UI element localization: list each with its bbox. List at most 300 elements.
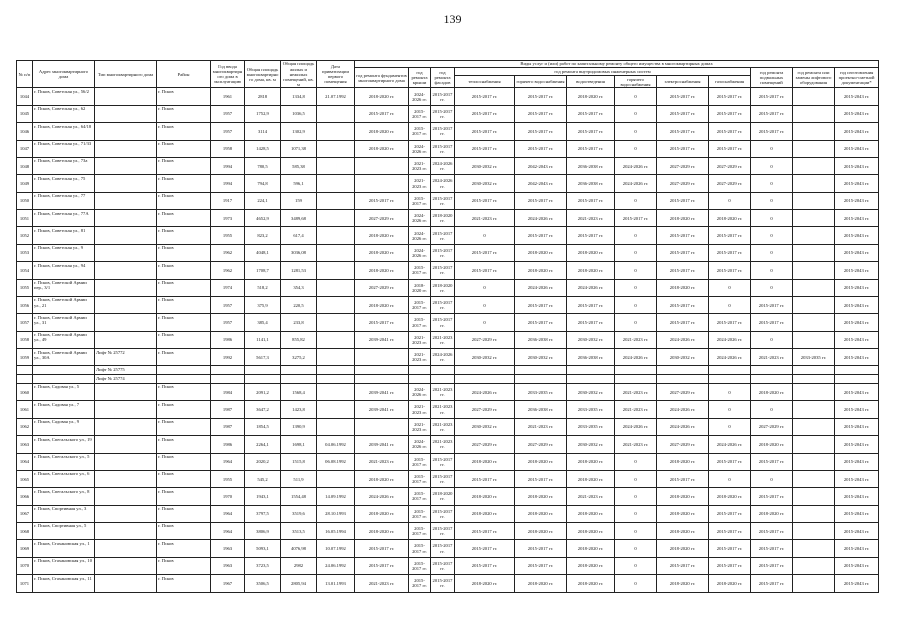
empty-cell (245, 366, 281, 375)
foundation-cell: 2018-2020 гг. (355, 123, 409, 140)
row-number: 1052 (17, 227, 33, 244)
table-row (17, 557, 879, 574)
type-cell (95, 575, 157, 592)
header-heating: теплоснабжения (455, 76, 515, 88)
empty-cell (157, 366, 211, 375)
pdr-cell: 2015-2043 гг. (835, 418, 879, 435)
foundation-cell: 2018-2020 гг. (355, 505, 409, 522)
year-built-cell: 1964 (211, 505, 245, 522)
header-address: Адрес многоквартирного дома (33, 61, 95, 88)
pdr-cell: 2015-2043 гг. (835, 296, 879, 313)
residential-area-cell: 159 (281, 192, 317, 209)
empty-cell (709, 375, 751, 384)
lifts-cell (793, 401, 835, 418)
foundation-cell: 2018-2020 гг. (355, 262, 409, 279)
hot-water-cell: 2015-2017 гг. (515, 296, 567, 313)
district-cell: г. Псков (157, 488, 211, 505)
heating-cell: 2015-2017 гг. (455, 88, 515, 105)
gas-cell: 2015-2017 гг. (709, 523, 751, 540)
heating-cell: 2015-2017 гг. (455, 557, 515, 574)
residential-area-cell: 1554,48 (281, 488, 317, 505)
address-cell: г. Псков, Советская ул., 75 (33, 175, 95, 192)
hot-water-cell: 2015-2017 гг. (515, 105, 567, 122)
roof-cell: 2015-2017 гг. (409, 123, 431, 140)
basement-cell: 2015-2017 гг. (751, 314, 793, 331)
district-cell: г. Псков (157, 575, 211, 592)
row-number: 1050 (17, 192, 33, 209)
district-cell: г. Псков (157, 470, 211, 487)
basement-cell: 0 (751, 140, 793, 157)
privatization-date-cell: 21.07.1992 (317, 88, 355, 105)
type-cell (95, 88, 157, 105)
pdr-cell: 2015-2043 гг. (835, 279, 879, 296)
cold-water-cell: 2015-2017 гг. (567, 227, 615, 244)
pdr-cell: 2015-2043 гг. (835, 505, 879, 522)
heating-cell: 2018-2020 гг. (455, 575, 515, 592)
gas-cell: 2024-2026 гг. (709, 436, 751, 453)
address-cell: г. Псков, Спегальского ул., 5 (33, 453, 95, 470)
foundation-cell: 2027-2029 гг. (355, 279, 409, 296)
power-cell: 2027-2029 гг. (657, 175, 709, 192)
lifts-cell (793, 384, 835, 401)
cold-water-cell: 2030-2032 гг. (567, 331, 615, 348)
foundation-cell: 2027-2029 гг. (355, 210, 409, 227)
privatization-date-cell (317, 157, 355, 174)
pdr-cell: 2015-2043 гг. (835, 453, 879, 470)
year-built-cell: 1973 (211, 210, 245, 227)
residential-area-cell: 2805,94 (281, 575, 317, 592)
residential-area-cell: 1423,8 (281, 401, 317, 418)
type-cell (95, 123, 157, 140)
heating-cell: 0 (455, 314, 515, 331)
address-cell: г. Псков, Советская ул., 9 (33, 244, 95, 261)
foundation-cell: 2021-2023 гг. (355, 575, 409, 592)
year-built-cell: 1987 (211, 401, 245, 418)
empty-cell (431, 375, 455, 384)
total-area-cell: 780,5 (245, 157, 281, 174)
header-roof: год ремонта крыши (409, 67, 431, 88)
row-number: 1046 (17, 123, 33, 140)
district-cell: г. Псков (157, 279, 211, 296)
gas-cell: 2024-2026 гг. (709, 349, 751, 366)
hot-water-cell: 2036-2038 гг. (515, 331, 567, 348)
cold-water-cell: 2021-2023 гг. (567, 488, 615, 505)
empty-cell (709, 366, 751, 375)
basement-cell: 2027-2029 гг. (751, 418, 793, 435)
address-cell: г. Псков, Спортивная ул., 5 (33, 523, 95, 540)
roof-cell: 2021-2023 гг. (409, 401, 431, 418)
heating-cell: 2018-2020 гг. (455, 453, 515, 470)
lifts-cell (793, 296, 835, 313)
pdr-cell: 2015-2043 гг. (835, 384, 879, 401)
row-number: 1054 (17, 262, 33, 279)
heating-cell: 2030-2032 гг. (455, 157, 515, 174)
sewer-cell: 2021-2023 гг. (615, 384, 657, 401)
total-area-cell: 1752,9 (245, 105, 281, 122)
foundation-cell: 2039-2041 гг. (355, 436, 409, 453)
total-area-cell: 1141,1 (245, 331, 281, 348)
power-cell: 2030-2032 гг. (657, 349, 709, 366)
sewer-cell: 0 (615, 314, 657, 331)
privatization-date-cell (317, 123, 355, 140)
basement-cell: 0 (751, 470, 793, 487)
hot-water-cell: 2018-2020 гг. (515, 523, 567, 540)
basement-cell: 0 (751, 157, 793, 174)
empty-cell (615, 366, 657, 375)
sewer-cell: 0 (615, 505, 657, 522)
year-built-cell: 1970 (211, 488, 245, 505)
address-cell: г. Псков, Советской Армии ул., 21 (33, 296, 95, 313)
year-built-cell: 1984 (211, 384, 245, 401)
foundation-cell: 2015-2017 гг. (355, 105, 409, 122)
roof-cell: 2015-2017 гг. (409, 314, 431, 331)
sewer-cell: 0 (615, 470, 657, 487)
residential-area-cell: 3513,5 (281, 523, 317, 540)
facade-cell: 2018-2020 гг. (431, 279, 455, 296)
table-body (17, 88, 879, 592)
repair-schedule-table (16, 60, 879, 593)
cold-water-cell: 2015-2017 гг. (567, 192, 615, 209)
cold-water-cell: 2015-2017 гг. (567, 105, 615, 122)
row-number: 1061 (17, 401, 33, 418)
address-cell: г. Псков, Стахановская ул., 10 (33, 557, 95, 574)
address-cell: г. Псков, Советская ул., 62 (33, 105, 95, 122)
facade-cell: 2015-2017 гг. (431, 105, 455, 122)
year-built-cell: 1987 (211, 418, 245, 435)
table-row (17, 575, 879, 592)
address-cell: г. Псков, Стахановская ул., 11 (33, 575, 95, 592)
total-area-cell: 794,8 (245, 175, 281, 192)
sewer-cell: 0 (615, 123, 657, 140)
privatization-date-cell: 14.09.1992 (317, 488, 355, 505)
heating-cell: 2015-2017 гг. (455, 244, 515, 261)
facade-cell: 2015-2017 гг. (431, 227, 455, 244)
facade-cell: 2015-2017 гг. (431, 192, 455, 209)
header-basement: год ремонта подвальных помещений (751, 67, 793, 88)
hot-water-cell: 2033-2035 гг. (515, 384, 567, 401)
empty-cell (281, 375, 317, 384)
lift-number-cell: Лифт № 25775 (95, 366, 157, 375)
address-cell: г. Псков, Советская ул., 64/18 (33, 123, 95, 140)
basement-cell: 2015-2017 гг. (751, 523, 793, 540)
lifts-cell (793, 262, 835, 279)
privatization-date-cell (317, 349, 355, 366)
lifts-cell (793, 279, 835, 296)
heating-cell: 2015-2017 гг. (455, 523, 515, 540)
foundation-cell: 2015-2017 гг. (355, 540, 409, 557)
row-number: 1062 (17, 418, 33, 435)
foundation-cell (355, 157, 409, 174)
table-row (17, 314, 879, 331)
year-built-cell: 1963 (211, 557, 245, 574)
type-cell (95, 401, 157, 418)
header-district: Район (157, 61, 211, 88)
empty-cell (751, 366, 793, 375)
district-cell: г. Псков (157, 349, 211, 366)
power-cell: 2018-2020 гг. (657, 488, 709, 505)
foundation-cell: 2024-2026 гг. (355, 488, 409, 505)
empty-cell (657, 366, 709, 375)
row-number: 1044 (17, 88, 33, 105)
hot-water-cell: 2024-2026 гг. (515, 210, 567, 227)
lifts-cell (793, 488, 835, 505)
empty-cell (409, 375, 431, 384)
roof-cell: 2015-2017 гг. (409, 105, 431, 122)
gas-cell: 0 (709, 418, 751, 435)
roof-cell: 2015-2017 гг. (409, 575, 431, 592)
row-number: 1065 (17, 470, 33, 487)
roof-cell: 2024-2026 гг. (409, 140, 431, 157)
basement-cell: 0 (751, 192, 793, 209)
heating-cell: 2018-2020 гг. (455, 505, 515, 522)
facade-cell: 2015-2017 гг. (431, 314, 455, 331)
district-cell: г. Псков (157, 384, 211, 401)
district-cell: г. Псков (157, 192, 211, 209)
total-area-cell: 4652,9 (245, 210, 281, 227)
empty-cell (793, 375, 835, 384)
cold-water-cell: 2015-2017 гг. (567, 296, 615, 313)
foundation-cell: 2018-2020 гг. (355, 296, 409, 313)
roof-cell: 2024-2026 гг. (409, 384, 431, 401)
address-cell: г. Псков, Советской Армии пер., 3/1 (33, 279, 95, 296)
table-row (17, 279, 879, 296)
lifts-cell (793, 331, 835, 348)
facade-cell: 2021-2023 гг. (431, 401, 455, 418)
row-number: 1051 (17, 210, 33, 227)
gas-cell: 2015-2017 гг. (709, 453, 751, 470)
year-built-cell: 1957 (211, 123, 245, 140)
foundation-cell: 2018-2020 гг. (355, 227, 409, 244)
table-row (17, 105, 879, 122)
sewer-cell: 0 (615, 523, 657, 540)
pdr-cell: 2015-2043 гг. (835, 349, 879, 366)
roof-cell: 2018-2020 гг. (409, 279, 431, 296)
empty-cell (431, 366, 455, 375)
residential-area-cell: 3489,68 (281, 210, 317, 227)
facade-cell: 2021-2023 гг. (431, 418, 455, 435)
gas-cell: 2018-2020 гг. (709, 488, 751, 505)
heating-cell: 2015-2017 гг. (455, 192, 515, 209)
table-row (17, 227, 879, 244)
lift-row (17, 366, 879, 375)
type-cell (95, 279, 157, 296)
privatization-date-cell: 28.10.1993 (317, 505, 355, 522)
empty-cell (567, 366, 615, 375)
pdr-cell: 2015-2043 гг. (835, 331, 879, 348)
cold-water-cell: 2030-2032 гг. (567, 436, 615, 453)
pdr-cell: 2015-2043 гг. (835, 157, 879, 174)
table-row (17, 505, 879, 522)
foundation-cell: 2021-2023 гг. (355, 453, 409, 470)
total-area-cell: 2020,2 (245, 453, 281, 470)
residential-area-cell: 1698,1 (281, 436, 317, 453)
sewer-cell: 0 (615, 105, 657, 122)
year-built-cell: 1962 (211, 262, 245, 279)
sewer-cell: 0 (615, 279, 657, 296)
row-number: 1057 (17, 314, 33, 331)
row-number: 1049 (17, 175, 33, 192)
facade-cell: 2018-2020 гг. (431, 488, 455, 505)
total-area-cell: 823,2 (245, 227, 281, 244)
cold-water-cell: 2018-2020 гг. (567, 575, 615, 592)
address-cell: г. Псков, Советская ул., 77 (33, 192, 95, 209)
sewer-cell: 0 (615, 244, 657, 261)
row-number: 1045 (17, 105, 33, 122)
basement-cell: 2015-2017 гг. (751, 575, 793, 592)
facade-cell: 2015-2017 гг. (431, 262, 455, 279)
power-cell: 2015-2017 гг. (657, 557, 709, 574)
empty-cell (245, 375, 281, 384)
year-built-cell: 1957 (211, 314, 245, 331)
lifts-cell (793, 557, 835, 574)
hot-water-cell: 2036-2038 гг. (515, 401, 567, 418)
gas-cell: 2027-2029 гг. (709, 157, 751, 174)
year-built-cell: 1992 (211, 349, 245, 366)
year-built-cell: 1963 (211, 540, 245, 557)
basement-cell: 2018-2020 гг. (751, 505, 793, 522)
table-row (17, 331, 879, 348)
lifts-cell (793, 523, 835, 540)
district-cell: г. Псков (157, 418, 211, 435)
pdr-cell: 2015-2043 гг. (835, 88, 879, 105)
heating-cell: 0 (455, 296, 515, 313)
hot-water-cell: 2018-2020 гг. (515, 575, 567, 592)
privatization-date-cell: 24.06.1992 (317, 557, 355, 574)
row-number: 1058 (17, 331, 33, 348)
roof-cell: 2015-2017 гг. (409, 453, 431, 470)
cold-water-cell: 2024-2026 гг. (567, 279, 615, 296)
header-engineering-group: год ремонта внутридомовых инженерных систем (455, 67, 751, 76)
row-number: 1066 (17, 488, 33, 505)
total-area-cell: 4048,1 (245, 244, 281, 261)
residential-area-cell: 3519,6 (281, 505, 317, 522)
privatization-date-cell: 06.08.1992 (317, 453, 355, 470)
foundation-cell (355, 418, 409, 435)
basement-cell: 0 (751, 331, 793, 348)
residential-area-cell: 855,82 (281, 331, 317, 348)
empty-cell (835, 366, 879, 375)
total-area-cell: 1854,5 (245, 418, 281, 435)
facade-cell: 2024-2026 гг. (431, 175, 455, 192)
gas-cell: 2015-2017 гг. (709, 88, 751, 105)
pdr-cell: 2015-2043 гг. (835, 470, 879, 487)
address-cell: г. Псков, Советской Армии ул., 30А (33, 349, 95, 366)
header-cold-water: водоотведения (567, 76, 615, 88)
gas-cell: 2027-2029 гг. (709, 175, 751, 192)
table-row (17, 436, 879, 453)
roof-cell: 2015-2017 гг. (409, 540, 431, 557)
heating-cell: 2027-2029 гг. (455, 331, 515, 348)
pdr-cell: 2015-2043 гг. (835, 175, 879, 192)
residential-area-cell: 220,5 (281, 296, 317, 313)
address-cell: г. Псков, Советская ул., 81 (33, 227, 95, 244)
basement-cell: 2015-2017 гг. (751, 453, 793, 470)
total-area-cell: 3114 (245, 123, 281, 140)
type-cell (95, 296, 157, 313)
power-cell: 2015-2017 гг. (657, 262, 709, 279)
empty-cell (17, 366, 33, 375)
lifts-cell (793, 575, 835, 592)
power-cell: 2015-2017 гг. (657, 244, 709, 261)
sewer-cell: 2021-2023 гг. (615, 401, 657, 418)
cold-water-cell: 2021-2023 гг. (567, 210, 615, 227)
cold-water-cell: 2030-2032 гг. (567, 384, 615, 401)
type-cell (95, 488, 157, 505)
power-cell: 2024-2026 гг. (657, 401, 709, 418)
basement-cell: 0 (751, 244, 793, 261)
table-row (17, 296, 879, 313)
power-cell: 2024-2026 гг. (657, 331, 709, 348)
cold-water-cell: 2033-2035 гг. (567, 418, 615, 435)
facade-cell: 2015-2017 гг. (431, 470, 455, 487)
foundation-cell: 2018-2020 гг. (355, 470, 409, 487)
gas-cell: 2015-2017 гг. (709, 244, 751, 261)
residential-area-cell: 3036,08 (281, 244, 317, 261)
cold-water-cell: 2015-2017 гг. (567, 123, 615, 140)
residential-area-cell: 511,9 (281, 470, 317, 487)
basement-cell: 2015-2017 гг. (751, 557, 793, 574)
foundation-cell: 2015-2017 гг. (355, 314, 409, 331)
gas-cell: 0 (709, 296, 751, 313)
district-cell: г. Псков (157, 523, 211, 540)
header-foundation: год ремонта фундаментов многоквартирного дома (355, 67, 409, 88)
residential-area-cell: 585,38 (281, 157, 317, 174)
hot-water-cell: 2015-2017 гг. (515, 123, 567, 140)
total-area-cell: 5617,3 (245, 349, 281, 366)
type-cell (95, 470, 157, 487)
residential-area-cell: 1390,9 (281, 418, 317, 435)
hot-water-cell: 2018-2020 гг. (515, 262, 567, 279)
address-cell: г. Псков, Советская ул., 56/2 (33, 88, 95, 105)
basement-cell: 2021-2023 гг. (751, 349, 793, 366)
heating-cell: 2015-2017 гг. (455, 123, 515, 140)
total-area-cell: 1708,7 (245, 262, 281, 279)
foundation-cell: 2015-2017 гг. (355, 192, 409, 209)
privatization-date-cell: 10.07.1992 (317, 540, 355, 557)
district-cell: г. Псков (157, 436, 211, 453)
row-number: 1053 (17, 244, 33, 261)
table-header (17, 61, 879, 88)
heating-cell: 2018-2020 гг. (455, 488, 515, 505)
heating-cell: 2015-2017 гг. (455, 540, 515, 557)
roof-cell: 2015-2017 гг. (409, 296, 431, 313)
total-area-cell: 3797,5 (245, 505, 281, 522)
lifts-cell (793, 192, 835, 209)
district-cell: г. Псков (157, 244, 211, 261)
roof-cell: 2015-2017 гг. (409, 192, 431, 209)
basement-cell: 2015-2017 гг. (751, 488, 793, 505)
residential-area-cell: 1334,8 (281, 88, 317, 105)
type-cell (95, 157, 157, 174)
lifts-cell (793, 227, 835, 244)
privatization-date-cell (317, 192, 355, 209)
hot-water-cell: 2018-2020 гг. (515, 505, 567, 522)
type-cell (95, 505, 157, 522)
empty-cell (355, 366, 409, 375)
hot-water-cell: 2015-2017 гг. (515, 88, 567, 105)
basement-cell: 2015-2017 гг. (751, 105, 793, 122)
row-number: 1055 (17, 279, 33, 296)
pdr-cell: 2015-2043 гг. (835, 557, 879, 574)
type-cell (95, 384, 157, 401)
facade-cell: 2024-2026 гг. (431, 157, 455, 174)
foundation-cell: 2018-2020 гг. (355, 523, 409, 540)
cold-water-cell: 2018-2020 гг. (567, 540, 615, 557)
heating-cell: 2021-2023 гг. (455, 210, 515, 227)
roof-cell: 2015-2017 гг. (409, 505, 431, 522)
cold-water-cell: 2018-2020 гг. (567, 523, 615, 540)
table-row (17, 244, 879, 261)
